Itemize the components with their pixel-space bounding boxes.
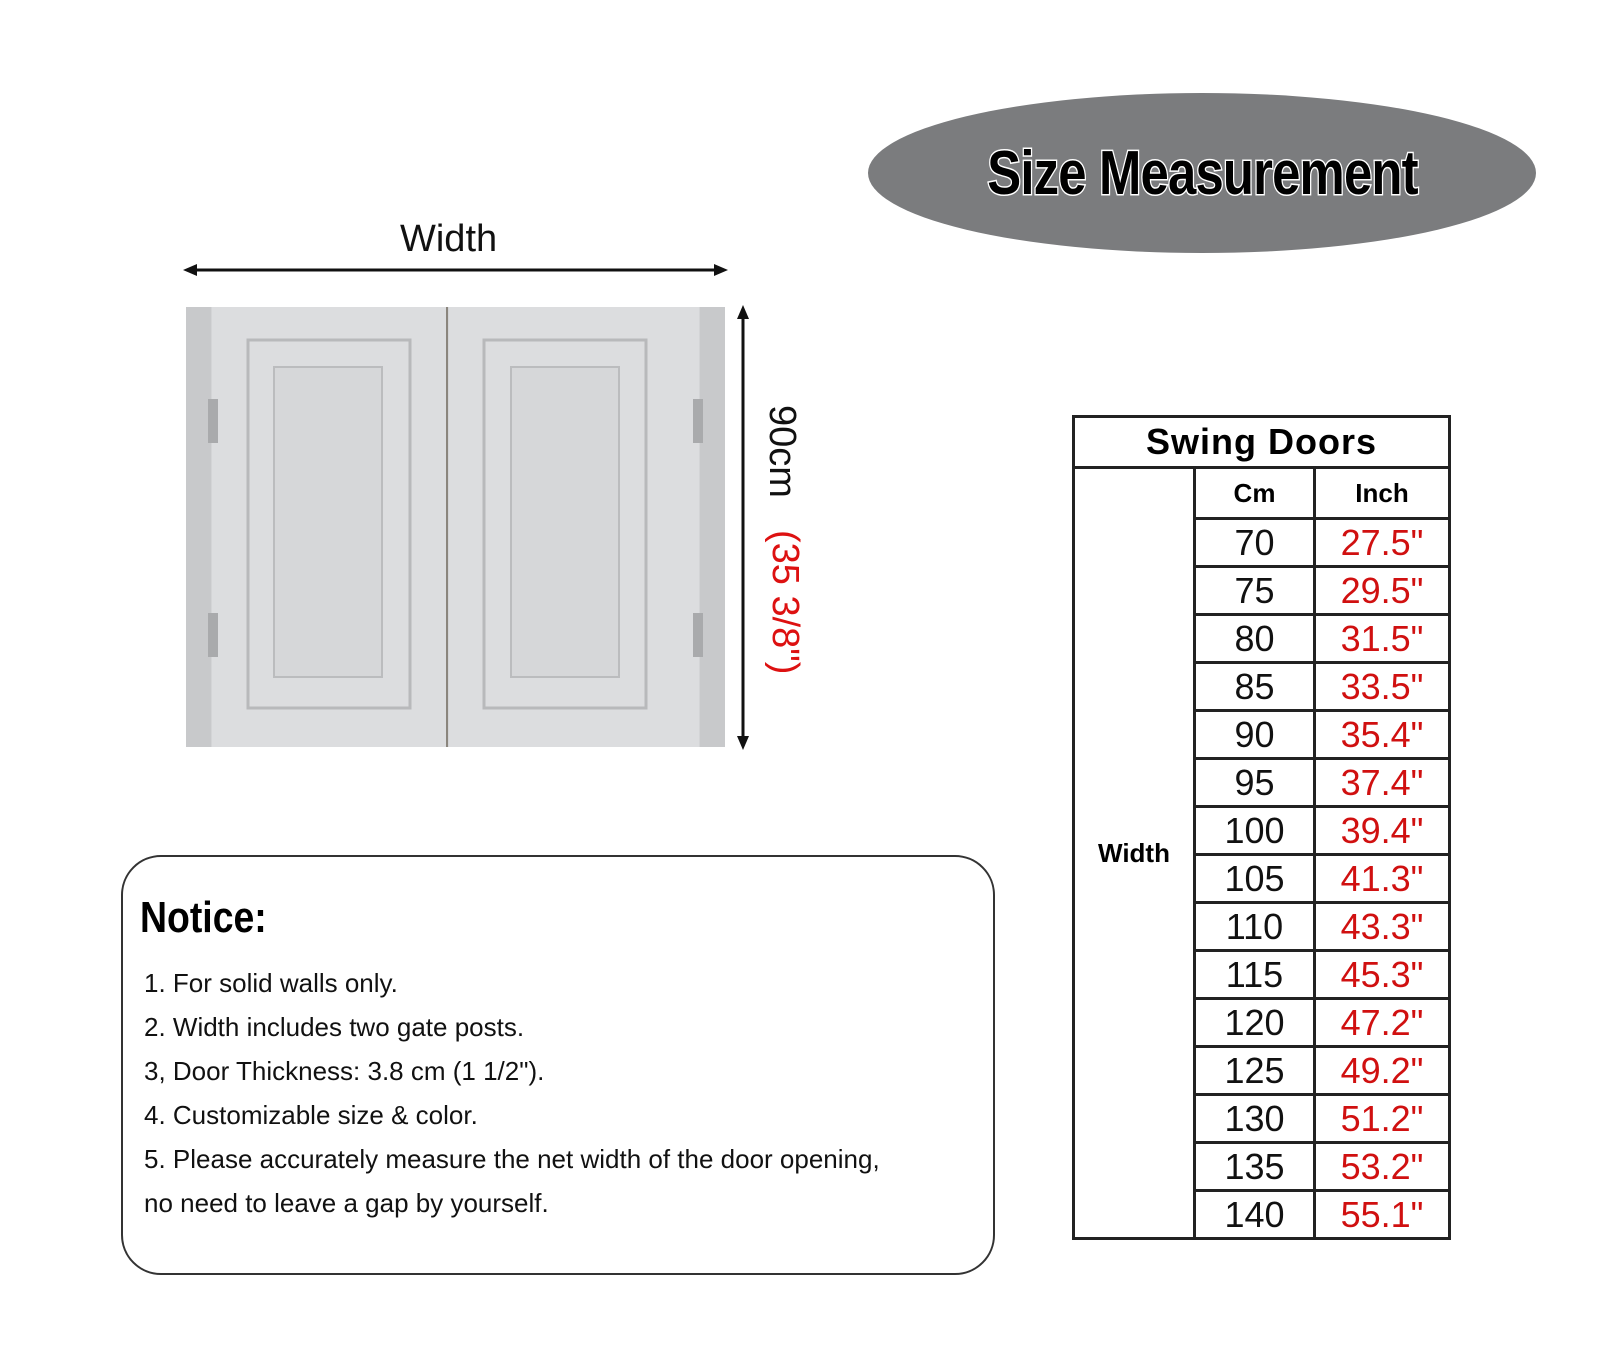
inch-value: 33.5"	[1315, 663, 1450, 711]
cm-value: 80	[1195, 615, 1315, 663]
inch-value: 41.3"	[1315, 855, 1450, 903]
inch-value: 31.5"	[1315, 615, 1450, 663]
size-measurement-badge	[868, 93, 1536, 253]
cm-value: 100	[1195, 807, 1315, 855]
cm-value: 140	[1195, 1191, 1315, 1239]
notice-item: no need to leave a gap by yourself.	[144, 1188, 549, 1218]
cm-value: 120	[1195, 999, 1315, 1047]
height-label: 90cm	[761, 405, 803, 498]
inch-value: 43.3"	[1315, 903, 1450, 951]
inch-value: 47.2"	[1315, 999, 1450, 1047]
inch-value: 45.3"	[1315, 951, 1450, 999]
notice-item: 3, Door Thickness: 3.8 cm (1 1/2").	[144, 1056, 545, 1086]
column-header-inch: Inch	[1315, 468, 1450, 519]
table-title: Swing Doors	[1074, 417, 1450, 468]
inch-value: 27.5"	[1315, 519, 1450, 567]
inch-value: 53.2"	[1315, 1143, 1450, 1191]
width-label: Width	[400, 218, 498, 260]
notice-title: Notice:	[140, 893, 267, 942]
notice-item: 2. Width includes two gate posts.	[144, 1012, 525, 1042]
height-arrow-icon	[735, 305, 751, 750]
inch-value: 39.4"	[1315, 807, 1450, 855]
inch-value: 35.4"	[1315, 711, 1450, 759]
cm-value: 70	[1195, 519, 1315, 567]
cm-value: 130	[1195, 1095, 1315, 1143]
notice-item: 5. Please accurately measure the net width of the door opening,	[144, 1144, 880, 1174]
cm-value: 105	[1195, 855, 1315, 903]
width-arrow-icon	[183, 262, 728, 278]
cm-value: 75	[1195, 567, 1315, 615]
height-inch-label: (35 3/8")	[764, 530, 806, 675]
cm-value: 135	[1195, 1143, 1315, 1191]
cm-value: 85	[1195, 663, 1315, 711]
inch-value: 37.4"	[1315, 759, 1450, 807]
inch-value: 29.5"	[1315, 567, 1450, 615]
badge-title: Size Measurement	[986, 138, 1418, 208]
cm-value: 115	[1195, 951, 1315, 999]
inch-value: 49.2"	[1315, 1047, 1450, 1095]
swing-door-image	[186, 307, 725, 747]
notice-item: 1. For solid walls only.	[144, 968, 398, 998]
notice-item: 4. Customizable size & color.	[144, 1100, 478, 1130]
inch-value: 51.2"	[1315, 1095, 1450, 1143]
cm-value: 125	[1195, 1047, 1315, 1095]
cm-value: 110	[1195, 903, 1315, 951]
cm-value: 90	[1195, 711, 1315, 759]
column-header-cm: Cm	[1195, 468, 1315, 519]
cm-value: 95	[1195, 759, 1315, 807]
size-table	[1072, 415, 1451, 1240]
row-label-width: Width	[1074, 468, 1195, 1239]
inch-value: 55.1"	[1315, 1191, 1450, 1239]
